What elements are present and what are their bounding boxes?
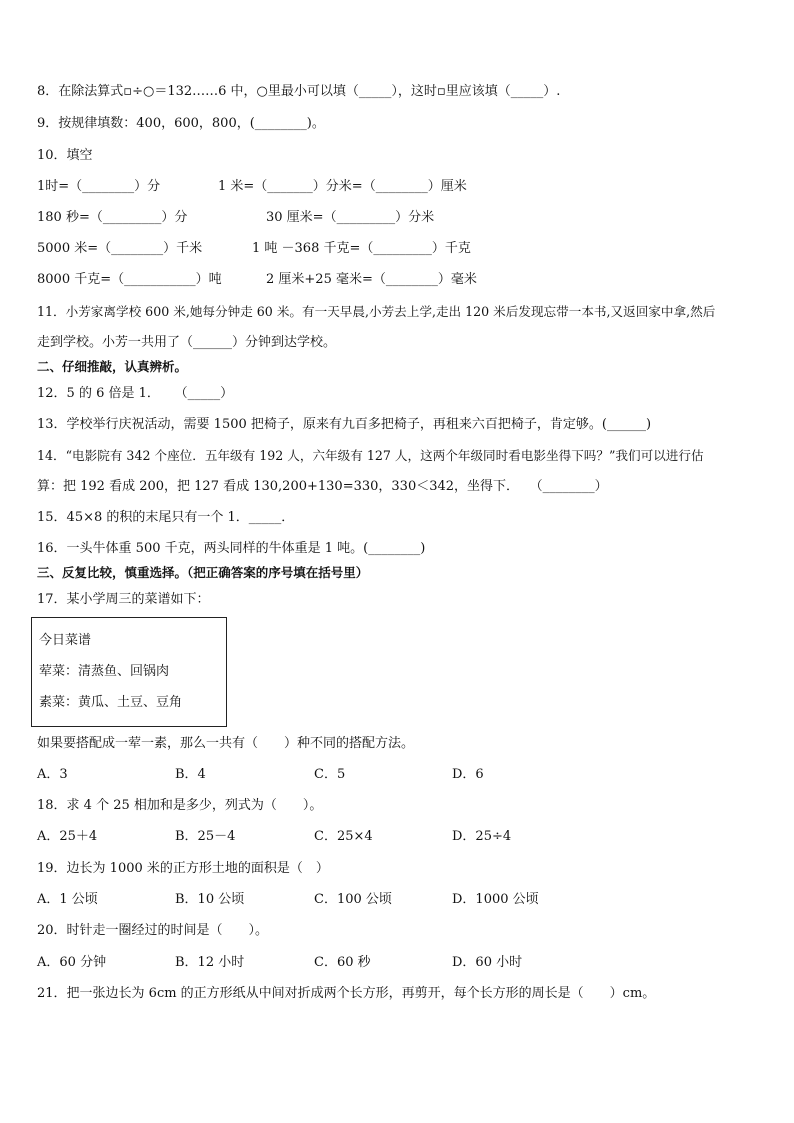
question-8: 8．在除法算式▫÷○＝132……6 中，○里最小可以填（_____），这时▫里应该填（_____）. (37, 84, 561, 99)
question-13: 13．学校举行庆祝活动，需要 1500 把椅子，原来有九百多把椅子，再租来六百把椅子，肯定够。(______) (37, 417, 652, 432)
question-19: 19．边长为 1000 米的正方形土地的面积是（ ） (37, 861, 329, 876)
q20-option-a: A．60 分钟 (37, 955, 107, 970)
menu-veg: 素菜：黄瓜、土豆、豆角 (39, 695, 183, 710)
q10-row1-left: 1时=（________）分 (37, 179, 161, 194)
question-17-ask: 如果要搭配成一荤一素，那么一共有（ ）种不同的搭配方法。 (37, 736, 415, 751)
q18-option-c: C．25×4 (314, 829, 373, 844)
question-12: 12．5 的 6 倍是 1． （_____） (37, 386, 234, 401)
question-15: 15．45×8 的积的末尾只有一个 1．_____． (37, 510, 295, 525)
q20-option-b: B．12 小时 (175, 955, 245, 970)
question-11-line2: 走到学校。小芳一共用了（______）分钟到达学校。 (37, 335, 337, 350)
q17-option-c: C．5 (314, 767, 346, 782)
section-3-heading: 三、反复比较，慎重选择。（把正确答案的序号填在括号里） (37, 565, 369, 580)
q19-option-d: D．1000 公顷 (452, 892, 539, 907)
q18-option-a: A．25＋4 (37, 829, 98, 844)
menu-meat: 荤菜：清蒸鱼、回锅肉 (39, 664, 170, 679)
q17-option-b: B．4 (175, 767, 206, 782)
q10-row3-right: 1 吨 －368 千克=（_________）千克 (252, 241, 471, 256)
q10-row3-left: 5000 米=（________）千米 (37, 241, 203, 256)
question-20: 20．时针走一圈经过的时间是（ ）。 (37, 923, 269, 938)
q20-option-d: D．60 小时 (452, 955, 523, 970)
question-16: 16．一头牛体重 500 千克，两头同样的牛体重是 1 吨。(________) (37, 541, 426, 556)
question-14-line1: 14．“电影院有 342 个座位．五年级有 192 人，六年级有 127 人，这两个年级同时看电影坐得下吗？”我们可以进行估 (37, 448, 704, 463)
question-17: 17．某小学周三的菜谱如下： (37, 592, 210, 607)
q17-option-a: A．3 (37, 767, 68, 782)
q19-option-a: A．1 公顷 (37, 892, 98, 907)
q19-option-c: C．100 公顷 (314, 892, 392, 907)
question-14-line2: 算：把 192 看成 200，把 127 看成 130,200+130=330，330＜342，坐得下． （________） (37, 479, 608, 494)
menu-title: 今日菜谱 (39, 633, 92, 648)
q10-row4-right: 2 厘米+25 毫米=（________）毫米 (266, 272, 477, 287)
q20-option-c: C．60 秒 (314, 955, 371, 970)
q10-row2-right: 30 厘米=（_________）分米 (266, 210, 435, 225)
q10-row1-right: 1 米=（_______）分米=（________）厘米 (218, 179, 467, 194)
q18-option-b: B．25－4 (175, 829, 236, 844)
question-9: 9．按规律填数：400，600，800，(________)。 (37, 116, 325, 131)
q10-row4-left: 8000 千克=（___________）吨 (37, 272, 222, 287)
question-10-title: 10．填空 (37, 148, 93, 163)
q19-option-b: B．10 公顷 (175, 892, 245, 907)
menu-box (31, 617, 227, 727)
question-21: 21．把一张边长为 6cm 的正方形纸从中间对折成两个长方形，再剪开，每个长方形的周长是（ ）cm。 (37, 986, 656, 1001)
q18-option-d: D．25÷4 (452, 829, 512, 844)
q10-row2-left: 180 秒=（_________）分 (37, 210, 188, 225)
question-11-line1: 11．小芳家离学校 600 米,她每分钟走 60 米。有一天早晨,小芳去上学,走出 120 米后发现忘带一本书,又返回家中拿,然后 (37, 304, 716, 319)
section-2-heading: 二、仔细推敲，认真辨析。 (37, 359, 188, 374)
question-18: 18．求 4 个 25 相加和是多少，列式为（ ）。 (37, 798, 323, 813)
q17-option-d: D．6 (452, 767, 484, 782)
